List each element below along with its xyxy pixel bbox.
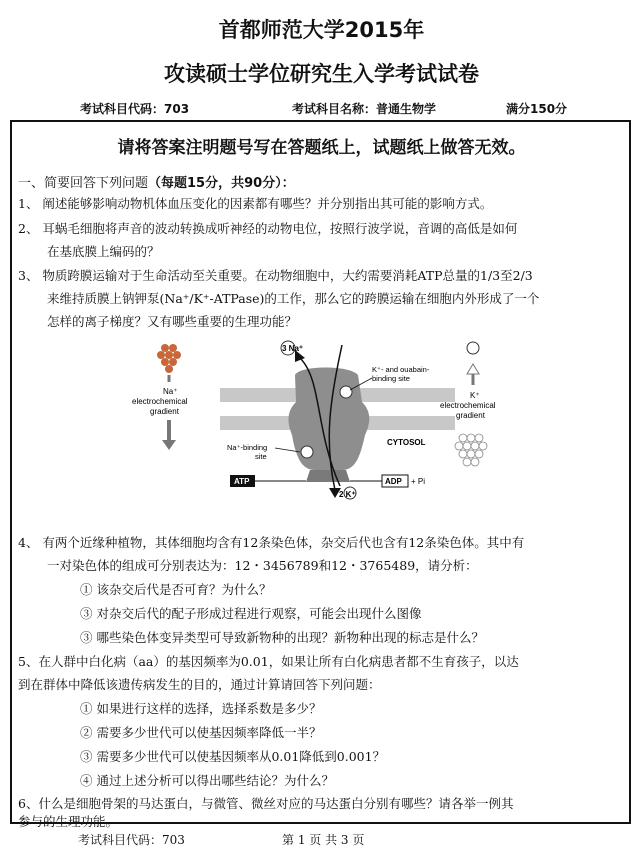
question-5-sub3: ③ 需要多少世代可以使基因频率从0.01降低到0.001？: [80, 749, 386, 764]
question-3-line2: 来维持质膜上钠钾泵(Na⁺/K⁺-ATPase)的工作，那么它的跨膜运输在细胞内外形成了一个: [47, 291, 540, 306]
na-gradient-label-2: electrochemical: [132, 397, 188, 406]
na-site-label-2: site: [255, 452, 267, 461]
cytosol-label: CYTOSOL: [387, 438, 426, 447]
question-2-line2: 在基底膜上编码的？: [47, 244, 160, 259]
question-5-sub4: ④ 通过上述分析可以得出哪些结论？为什么？: [80, 773, 334, 788]
k-site-label-2: binding site: [372, 374, 410, 383]
pump-base: [306, 470, 350, 482]
na-gradient-label-3: gradient: [150, 407, 179, 416]
footer-subject-code: 考试科目代码：703: [78, 833, 185, 847]
question-5-line1: 5、在人群中白化病（aa）的基因频率为0.01，如果让所有白化病患者都不生育孩子，以达: [18, 654, 519, 669]
k-ion-cluster: [455, 434, 487, 466]
k-site-label-1: K⁺- and ouabain-: [372, 365, 430, 374]
na-gradient-arrowhead: [162, 440, 176, 450]
k-gradient-arrowhead: [467, 364, 479, 374]
question-4-line1: 4、 有两个近缘种植物，其体细胞均含有12条染色体，杂交后代也含有12条染色体。其中有: [18, 535, 525, 550]
section-title: 一、简要回答下列问题: [18, 176, 149, 191]
k-gradient-label-2: electrochemical: [440, 401, 496, 410]
exam-title: 攻读硕士学位研究生入学考试试卷: [164, 62, 479, 86]
k-bottom-label: 2 K⁺: [339, 490, 356, 499]
section-heading: [18, 172, 295, 191]
k-binding-site: [340, 386, 352, 398]
question-4-line2: 一对染色体的组成可分别表达为：12・3456789和12・3765489，请分析：: [47, 558, 478, 573]
pi-label: + Pi: [411, 477, 426, 486]
na-binding-site: [301, 446, 313, 458]
na-ion-cluster: [157, 344, 181, 373]
na-top-label: 3 Na⁺: [282, 344, 304, 353]
sodium-potassium-pump-figure: [110, 340, 530, 500]
na-site-label-1: Na⁺-binding: [227, 443, 268, 452]
question-5-sub1: ① 如果进行这样的选择，选择系数是多少？: [80, 701, 322, 716]
k-gradient-label-1: K⁺: [470, 391, 480, 400]
question-6-line2: 参与的生理功能。: [18, 814, 119, 829]
subject-code: 考试科目代码：703: [80, 102, 190, 116]
question-1: 1、 阐述能够影响动物机体血压变化的因素都有哪些？并分别指出其可能的影响方式。: [18, 196, 493, 211]
footer-page-number: 第 1 页 共 3 页: [282, 833, 365, 847]
subject-name: 考试科目名称：普通生物学: [292, 102, 437, 116]
na-gradient-label-1: Na⁺: [163, 387, 178, 396]
question-6-line1: 6、什么是细胞骨架的马达蛋白，与微管、微丝对应的马达蛋白分别有哪些？请各举一例其: [18, 796, 514, 811]
question-3-line1: 3、 物质跨膜运输对于生命活动至关重要。在动物细胞中，大约需要消耗ATP总量的1/3至2/3: [18, 268, 533, 283]
k-gradient-ion: [467, 342, 479, 354]
answer-notice: 请将答案注明题号写在答题纸上，试题纸上做答无效。: [117, 138, 526, 158]
atp-label: ATP: [234, 477, 250, 486]
question-4-sub3: ③ 哪些染色体变异类型可导致新物种的出现？新物种出现的标志是什么？: [80, 630, 484, 645]
question-3-line3: 怎样的离子梯度？又有哪些重要的生理功能？: [47, 314, 298, 329]
question-4-sub1: ① 该杂交后代是否可育？为什么？: [80, 582, 272, 597]
question-5-line2: 到在群体中降低该遗传病发生的目的，通过计算请回答下列问题：: [18, 677, 381, 692]
question-4-sub2: ③ 对杂交后代的配子形成过程进行观察，可能会出现什么图像: [80, 606, 422, 621]
adp-label: ADP: [385, 477, 402, 486]
question-5-sub2: ② 需要多少世代可以使基因频率降低一半？: [80, 725, 322, 740]
question-2-line1: 2、 耳蜗毛细胞将声音的波动转换成听神经的动物电位，按照行波学说，音调的高低是如何: [18, 221, 518, 236]
k-gradient-label-3: gradient: [456, 411, 485, 420]
university-title: 首都师范大学2015年: [218, 18, 425, 42]
full-score: 满分150分: [506, 102, 568, 116]
section-points: （每题15分，共90分）：: [148, 176, 295, 191]
